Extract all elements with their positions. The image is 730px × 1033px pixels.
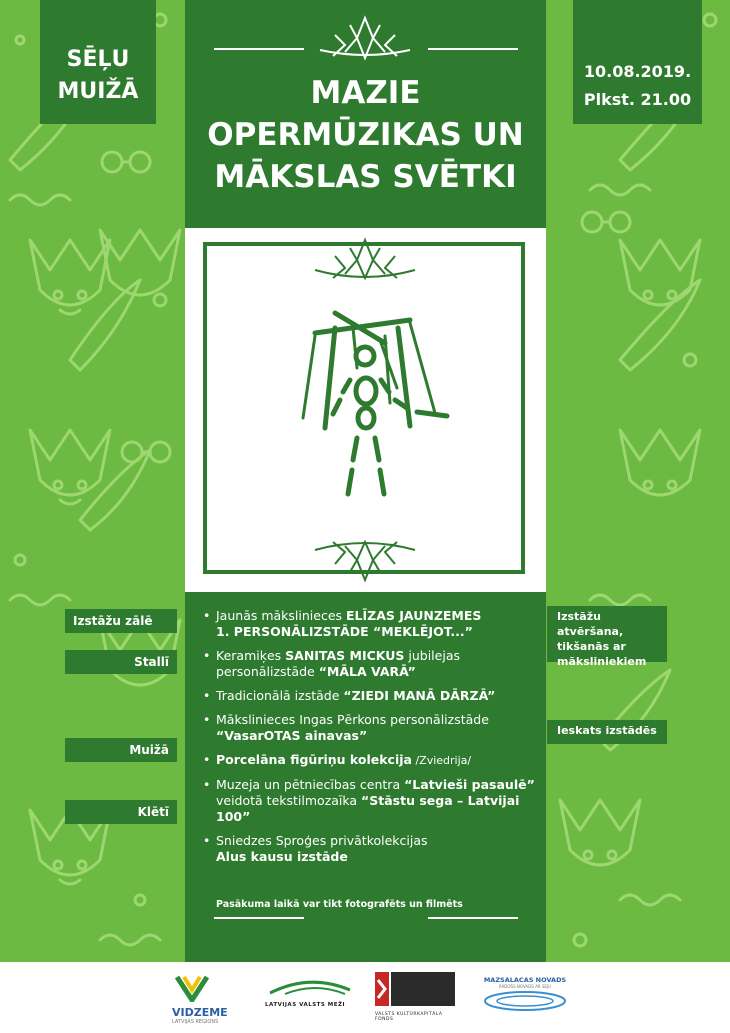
vidzeme-logo: VIDZEME LATVIJAS REĢIONS xyxy=(172,972,232,1025)
mazsalaca-logo: MAZSALACAS NOVADS RADOŠS NOVADS AR SEJU xyxy=(480,976,570,1017)
title-line-1: MAZIE xyxy=(310,75,421,111)
label-kleti: Klētī xyxy=(65,800,177,824)
time-line: Plkst. 21.00 xyxy=(583,90,692,109)
jester-mask-icon xyxy=(560,800,640,865)
bubble-icon xyxy=(574,934,586,946)
bubble-icon xyxy=(15,555,25,565)
venue-line-2: MUIŽĀ xyxy=(57,79,139,104)
vidzeme-emblem-icon xyxy=(172,972,212,1002)
label-stalli: Stallī xyxy=(65,650,177,674)
note-opening: Izstāžu atvēršana, tikšanās ar māksliniekiem xyxy=(547,606,667,662)
list-item: • Sniedzes Sproģes privātkolekcijas Alus kausu izstāde xyxy=(203,833,538,865)
list-item: • Keramiķes SANITAS MICKUS jubilejas personālizstāde “MĀLA VARĀ” xyxy=(203,648,538,680)
ornament-icon xyxy=(185,0,546,70)
footer-rule-left xyxy=(214,917,304,919)
vkf-logo: VALSTS KULTŪRKAPITĀLA FONDS xyxy=(375,972,455,1022)
event-list xyxy=(203,608,538,873)
marionette-icon xyxy=(185,228,546,592)
list-item: • Mākslinieces Ingas Pērkons personālizstāde “VasarOTAS ainavas” xyxy=(203,712,538,744)
list-item: • Jaunās mākslinieces ELĪZAS JAUNZEMES 1. PERSONĀLIZSTĀDE “MEKLĒJOT...” xyxy=(203,608,538,640)
sponsor-footer xyxy=(0,962,730,1033)
date-line: 10.08.2019. xyxy=(583,62,692,81)
list-item: • Muzeja un pētniecības centra “Latvieši pasaulē” veidotā tekstilmozaīka “Stāstu sega – Latvijai 100” xyxy=(203,777,538,825)
jester-mask-icon xyxy=(620,430,700,495)
venue-line-1: SĒĻU xyxy=(66,47,130,72)
venue-box xyxy=(40,0,156,124)
quill-icon xyxy=(80,450,150,530)
label-izstazu-zale: Izstāžu zālē xyxy=(65,609,177,633)
jester-mask-icon xyxy=(620,240,700,305)
header-rule-left xyxy=(214,48,304,50)
jester-mask-icon xyxy=(30,240,110,314)
bubble-icon xyxy=(154,294,166,306)
title-line-3: MĀKSLAS SVĒTKI xyxy=(214,159,517,195)
jester-mask-icon xyxy=(30,430,110,504)
vkf-emblem-icon xyxy=(375,972,455,1008)
note-ieskats: Ieskats izstādēs xyxy=(547,720,667,744)
event-title xyxy=(185,72,546,198)
bubble-icon xyxy=(684,354,696,366)
mazsalaca-waves-icon xyxy=(480,989,570,1013)
bubble-icon xyxy=(135,895,145,905)
jester-mask-icon xyxy=(100,230,180,295)
lvm-emblem-icon xyxy=(265,978,355,998)
date-box xyxy=(573,0,702,124)
header-rule-right xyxy=(428,48,518,50)
bubble-icon xyxy=(16,36,24,44)
title-line-2: OPERMŪZIKAS UN xyxy=(207,117,524,153)
label-muiza: Muižā xyxy=(65,738,177,762)
list-item: • Porcelāna figūriņu kolekcija /Zviedrija/ xyxy=(203,752,538,769)
filming-note: Pasākuma laikā var tikt fotografēts un filmēts xyxy=(216,899,463,910)
list-item: • Tradicionālā izstāde “ZIEDI MANĀ DĀRZĀ” xyxy=(203,688,538,704)
bubble-icon xyxy=(704,14,716,26)
lvm-logo: LATVIJAS VALSTS MEŽI xyxy=(265,978,355,1008)
footer-rule-right xyxy=(428,917,518,919)
